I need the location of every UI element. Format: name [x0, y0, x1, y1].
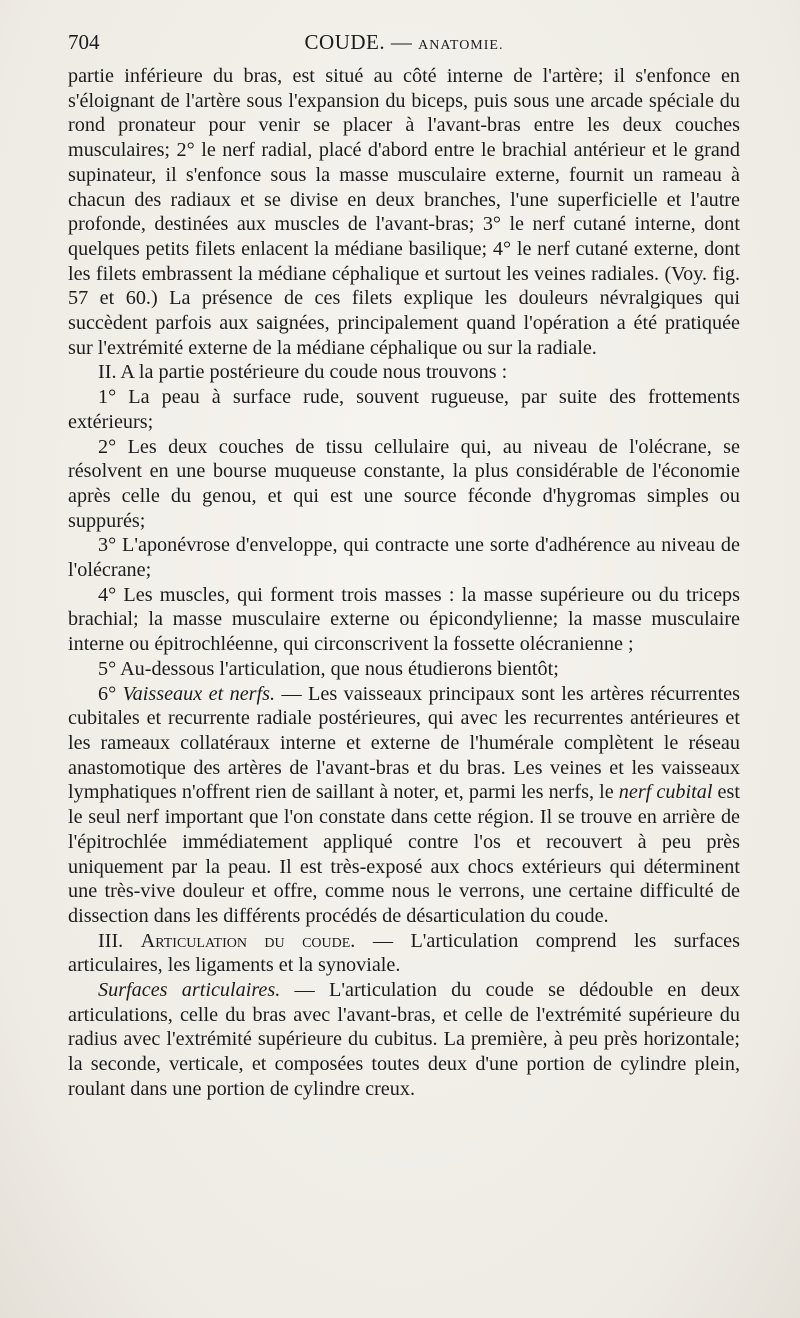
item-6-heading: Vaisseaux et nerfs.: [122, 682, 276, 705]
paragraph-posterior-intro: II. A la partie postérieure du coude nous trouvons :: [98, 361, 508, 384]
paragraph-articular-surfaces: [68, 978, 740, 1102]
paragraph-item-4: 4° Les muscles, qui forment trois masses : la masse supérieure ou du triceps brachial; la masse musculaire externe ou épicondylienne; la masse musculaire interne ou épitrochléenne, qui circonscrivent la fossette olécranienne ;: [68, 583, 740, 656]
section-iii-text: — L'articulation comprend les surfaces articulaires, les ligaments et la synoviale.: [68, 929, 740, 977]
running-head-dash: —: [390, 30, 413, 54]
running-head-subtitle: ANATOMIE.: [418, 38, 504, 53]
section-iii-heading: Articulation du coude.: [140, 929, 356, 952]
item-6-text-b: est le seul nerf important que l'on constate dans cette région. Il se trouve en arrière de l'épitrochlée immédiatement appliqué contre l'os et recouvert à peu près uniquement par la peau. Il est très-exposé aux chocs extérieurs qui déterminent une très-vive douleur et offre, comme nous le verrons, une certaine difficulté de dissection dans les différents procédés de désarticulation du coude.: [68, 781, 740, 927]
body-text: [68, 64, 740, 1102]
item-6-number: 6°: [98, 682, 123, 705]
paragraph-section-iii: [68, 929, 740, 978]
running-head-title: COUDE.: [304, 30, 386, 54]
articular-surfaces-text: — L'articulation du coude se dédouble en deux articulations, celle du bras avec l'avant-bras, et celle de l'extrémité supérieure du radius avec l'extrémité supérieure du cubitus. La première, à peu près horizontale; la seconde, verticale, et composées toutes deux d'une portion de cylindre plein, roulant dans une portion de cylindre creux.: [68, 979, 740, 1100]
paragraph-item-3: 3° L'aponévrose d'enveloppe, qui contracte une sorte d'adhérence au niveau de l'olécrane;: [68, 534, 740, 582]
running-head: [68, 30, 740, 55]
paragraph-nerves-continued: partie inférieure du bras, est situé au côté interne de l'artère; il s'enfonce en s'éloignant de l'artère sous l'expansion du biceps, puis sous une arcade spéciale du rond pronateur pour venir se placer à l'avant-bras entre les deux couches musculaires; 2° le nerf radial, placé d'abord entre le brachial antérieur et le grand supinateur, il s'enfonce sous la masse musculaire externe, fournit un rameau à chacun des radiaux et se divise en deux branches, l'une superficielle et l'autre profonde, destinées aux muscles de l'avant-bras; 3° le nerf cutané interne, dont quelques petits filets enlacent la médiane basilique; 4° le nerf cutané externe, dont les filets embrassent la médiane céphalique et surtout les veines radiales. (Voy. fig. 57 et 60.) La présence de ces filets explique les douleurs névralgiques qui succèdent parfois aux saignées, principalement quand l'opération a été pratiquée sur l'extrémité externe de la médiane céphalique ou sur la radiale.: [68, 65, 740, 359]
paragraph-item-6: [68, 682, 740, 929]
page-header: [68, 30, 740, 60]
articular-surfaces-heading: Surfaces articulaires.: [98, 979, 281, 1002]
paragraph-item-2: 2° Les deux couches de tissu cellulaire qui, au niveau de l'olécrane, se résolvent en une bourse muqueuse constante, la plus considérable de l'économie après celle du genou, et qui est une source féconde d'hygromas simples ou suppurés;: [68, 435, 740, 532]
section-iii-number: III.: [98, 929, 141, 952]
paragraph-item-1: 1° La peau à surface rude, souvent rugueuse, par suite des frottements extérieurs;: [68, 386, 740, 433]
paragraph-item-5: 5° Au-dessous l'articulation, que nous étudierons bientôt;: [98, 657, 559, 680]
item-6-nerve-term: nerf cubital: [618, 781, 713, 804]
page-number: 704: [68, 30, 100, 54]
item-6-text-a: — Les vaisseaux principaux sont les artères récurrentes cubitales et recurrente radiale postérieures, qui avec les recurrentes antérieures et les rameaux collatéraux interne et externe de l'humérale complètent le réseau anastomotique des artères de l'avant-bras et du bras. Les veines et les vaisseaux lymphatiques n'offrent rien de saillant à noter, et, parmi les nerfs, le: [68, 682, 741, 804]
